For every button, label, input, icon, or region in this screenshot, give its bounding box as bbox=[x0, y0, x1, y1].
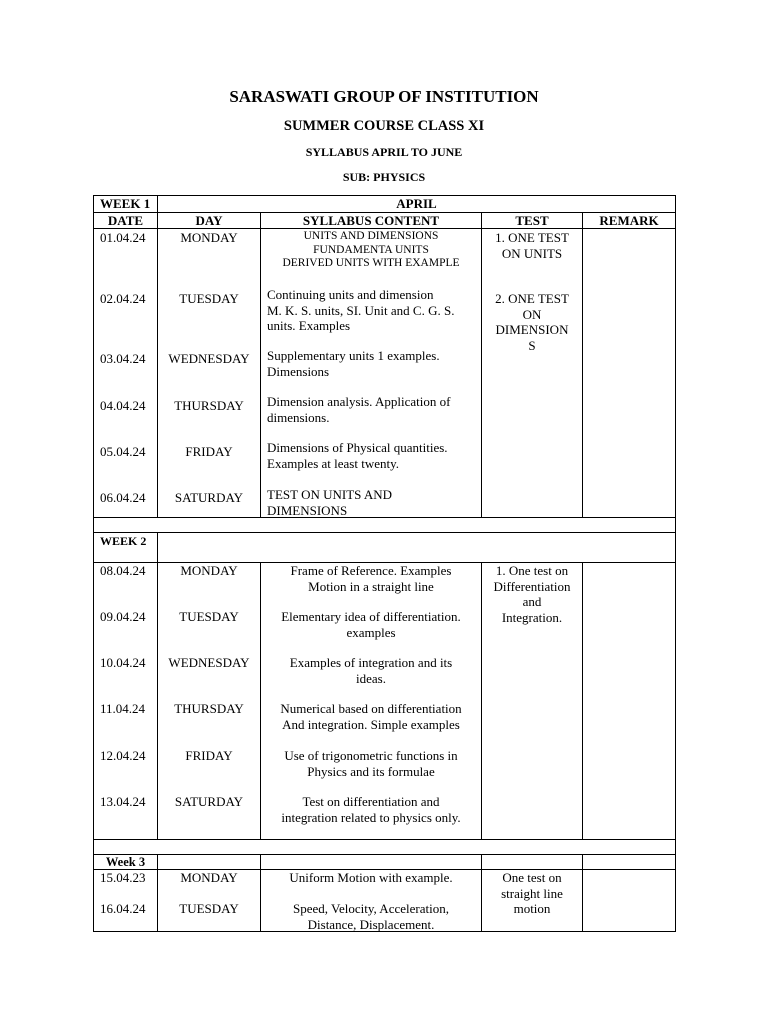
date-column bbox=[94, 229, 158, 518]
institution-title: SARASWATI GROUP OF INSTITUTION bbox=[229, 87, 539, 106]
date-cell: 11.04.24 bbox=[100, 701, 146, 716]
day-cell: MONDAY bbox=[180, 563, 238, 578]
week-header-row bbox=[94, 533, 676, 563]
content-cell: Supplementary units 1 examples. Dimensions bbox=[267, 348, 440, 379]
column-header-remark: REMARK bbox=[583, 212, 676, 229]
day-cell: TUESDAY bbox=[179, 901, 239, 916]
test-cell: 2. ONE TEST ON DIMENSION S bbox=[495, 291, 569, 353]
date-cell: 08.04.24 bbox=[100, 563, 146, 578]
course-title: SUMMER COURSE CLASS XI bbox=[283, 118, 485, 134]
day-column bbox=[158, 563, 261, 840]
content-cell: Speed, Velocity, Acceleration, Distance, Displacement. bbox=[293, 901, 449, 932]
date-cell: 05.04.24 bbox=[100, 444, 146, 459]
day-cell: FRIDAY bbox=[185, 444, 233, 459]
column-header-row bbox=[94, 212, 676, 229]
week-header-row bbox=[94, 855, 676, 870]
week-body-row bbox=[94, 563, 676, 840]
date-cell: 10.04.24 bbox=[100, 655, 146, 670]
content-cell: TEST ON UNITS AND DIMENSIONS bbox=[267, 487, 393, 518]
day-cell: WEDNESDAY bbox=[168, 351, 250, 366]
week-label: WEEK 1 bbox=[94, 196, 158, 213]
date-cell: 03.04.24 bbox=[100, 351, 146, 366]
date-cell: 06.04.24 bbox=[100, 490, 146, 505]
content-cell: Dimensions of Physical quantities. Examples at least twenty. bbox=[267, 440, 448, 471]
week-label: WEEK 2 bbox=[94, 533, 158, 563]
subject-title: SUB: PHYSICS bbox=[342, 170, 426, 184]
content-cell: Test on differentiation and integration related to physics only. bbox=[281, 794, 461, 825]
week-label: Week 3 bbox=[94, 855, 158, 870]
week-body-row bbox=[94, 229, 676, 518]
date-cell: 12.04.24 bbox=[100, 748, 146, 763]
week-header-blank bbox=[158, 855, 261, 870]
date-cell: 15.04.23 bbox=[100, 870, 146, 885]
date-cell: 04.04.24 bbox=[100, 398, 146, 413]
week-header-blank bbox=[583, 855, 676, 870]
syllabus-table bbox=[93, 195, 676, 932]
content-column bbox=[261, 870, 482, 932]
content-cell: Elementary idea of differentiation. examples bbox=[281, 609, 461, 640]
date-column bbox=[94, 870, 158, 932]
remark-cell bbox=[583, 870, 676, 932]
week-header-blank bbox=[158, 533, 676, 563]
content-cell: Uniform Motion with example. bbox=[289, 870, 453, 885]
test-column bbox=[482, 229, 583, 518]
day-cell: THURSDAY bbox=[174, 398, 244, 413]
day-cell: TUESDAY bbox=[179, 291, 239, 306]
day-cell: MONDAY bbox=[180, 230, 238, 245]
week-header-row bbox=[94, 196, 676, 213]
content-cell: Dimension analysis. Application of dimensions. bbox=[267, 394, 451, 425]
day-cell: MONDAY bbox=[180, 870, 238, 885]
date-column bbox=[94, 563, 158, 840]
column-header-test: TEST bbox=[482, 212, 583, 229]
column-header-day: DAY bbox=[158, 212, 261, 229]
day-cell: THURSDAY bbox=[174, 701, 244, 716]
test-cell: One test on straight line motion bbox=[501, 870, 563, 916]
date-cell: 02.04.24 bbox=[100, 291, 146, 306]
week-header-blank bbox=[482, 855, 583, 870]
content-cell: Frame of Reference. Examples Motion in a straight line bbox=[290, 563, 452, 594]
test-cell: 1. ONE TEST ON UNITS bbox=[495, 230, 569, 261]
spacer-row bbox=[94, 840, 676, 855]
day-cell: WEDNESDAY bbox=[168, 655, 250, 670]
remark-cell bbox=[583, 229, 676, 518]
content-cell: Use of trigonometric functions in Physics and its formulae bbox=[284, 748, 458, 779]
test-column bbox=[482, 563, 583, 840]
day-cell: SATURDAY bbox=[174, 490, 244, 505]
column-header-date: DATE bbox=[94, 212, 158, 229]
remark-cell bbox=[583, 563, 676, 840]
week-body-row bbox=[94, 870, 676, 932]
content-column bbox=[261, 563, 482, 840]
week-header-blank bbox=[261, 855, 482, 870]
day-cell: SATURDAY bbox=[174, 794, 244, 809]
test-cell: 1. One test on Differentiation and Integration. bbox=[493, 563, 571, 625]
day-column bbox=[158, 229, 261, 518]
date-cell: 16.04.24 bbox=[100, 901, 146, 916]
content-column bbox=[261, 229, 482, 518]
content-cell: Examples of integration and its ideas. bbox=[289, 655, 453, 686]
spacer-row bbox=[94, 518, 676, 533]
day-cell: FRIDAY bbox=[185, 748, 233, 763]
syllabus-title: SYLLABUS APRIL TO JUNE bbox=[305, 145, 463, 159]
test-column bbox=[482, 870, 583, 932]
content-cell: Continuing units and dimension M. K. S. units, SI. Unit and C. G. S. units. Examples bbox=[267, 287, 455, 333]
column-header-syllabus: SYLLABUS CONTENT bbox=[261, 212, 482, 229]
content-cell: UNITS AND DIMENSIONS FUNDAMENTA UNITS DERIVED UNITS WITH EXAMPLE bbox=[282, 230, 460, 269]
day-cell: TUESDAY bbox=[179, 609, 239, 624]
content-cell: Numerical based on differentiation And integration. Simple examples bbox=[280, 701, 462, 732]
month-label: APRIL bbox=[158, 196, 676, 213]
date-cell: 09.04.24 bbox=[100, 609, 146, 624]
day-column bbox=[158, 870, 261, 932]
date-cell: 01.04.24 bbox=[100, 230, 146, 245]
date-cell: 13.04.24 bbox=[100, 794, 146, 809]
